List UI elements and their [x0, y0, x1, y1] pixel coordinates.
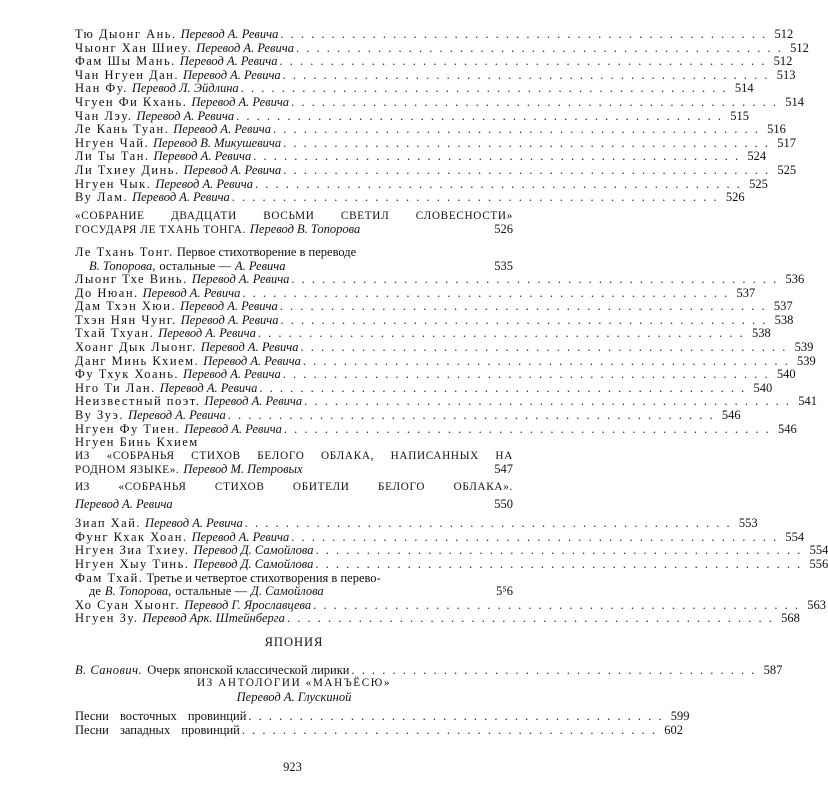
- dot-leader: . . . . . . . . . . . . . . . . . . . . . . . . . . . . . . . . . . . . . . . . . . . . . . . .: [279, 54, 767, 69]
- essay-author: В. Санович.: [75, 662, 143, 677]
- toc-entry: [75, 149, 767, 164]
- toc-group-songs: [75, 709, 690, 737]
- author-name: Ле Кань Туан.: [75, 122, 170, 137]
- page-number: 537: [736, 285, 756, 300]
- author-name: Хо Суан Хыонг.: [75, 597, 181, 612]
- dot-leader: . . . . . . . . . . . . . . . . . . . . . . . . . . . . . . . . . . . . . . . . . . . . . . . .: [253, 149, 741, 164]
- toc-entry: [75, 135, 796, 151]
- translator-name: Д. Самойлова: [250, 584, 324, 599]
- dot-leader: . . . . . . . . . . . . . . . . . . . . . . . . . . . . . . . . . . . . . . . . . . . . . . . .: [280, 312, 768, 327]
- translator-name: Перевод Г. Ярославцева: [184, 597, 312, 612]
- toc-entry-essay: [75, 662, 783, 678]
- translator-name: В. Топорова,: [104, 584, 172, 599]
- toc-entry-song: [75, 722, 683, 738]
- section-subheading-line: [75, 223, 513, 238]
- entry-note: остальные —: [175, 584, 247, 599]
- dot-leader: . . . . . . . . . . . . . . . . . . . . . . . . . . . . . . . . . . . . . . . . . . . . . . . .: [315, 556, 803, 571]
- toc-group-vietnamese-poets-4: [75, 597, 827, 626]
- translator-name: А. Ревича: [234, 258, 286, 273]
- toc-entry: [75, 94, 804, 110]
- author-name: Чыонг Хан Шиеу.: [75, 40, 193, 55]
- section-subheading-line: [75, 498, 513, 512]
- entry-note: де: [89, 584, 101, 599]
- toc-entry: [75, 122, 786, 137]
- page-number: 516: [767, 122, 786, 137]
- toc-entry-song: [75, 709, 690, 724]
- translator-name: Перевод Д. Самойлова: [193, 556, 314, 571]
- dot-leader: . . . . . . . . . . . . . . . . . . . . . . . . . . . . . . . . . . . . . . . . . . . . . . . .: [286, 611, 774, 626]
- toc-entry: [75, 190, 745, 205]
- translator-name: Перевод А. Ревича: [142, 285, 241, 300]
- toc-section-white-cloud-abode: [75, 481, 513, 511]
- dot-leader: . . . . . . . . . . . . . . . . . . . . . . . . . . . . . . . . . . . . . . . . . . . . . . . .: [242, 285, 730, 300]
- translator-name: Перевод А. Ревича: [173, 122, 271, 137]
- page-number: 540: [753, 380, 773, 395]
- dot-leader: . . . . . . . . . . . . . . . . . . . . . . . . . . . . . . . . . . . . . . . . . . . . . . . .: [272, 122, 760, 137]
- translator-name: Перевод А. Ревича: [182, 67, 281, 82]
- toc-group-vietnamese-poets-3: [75, 516, 828, 571]
- toc-entry: [75, 421, 797, 437]
- toc-section-twenty-eight-luminaries: [75, 210, 513, 238]
- section-translator: Перевод В. Топорова: [249, 222, 361, 237]
- toc-entry: [75, 285, 756, 301]
- translator-name: Перевод А. Ревича: [180, 27, 279, 41]
- page-number: 514: [734, 81, 754, 96]
- translator-name: Перевод А. Ревича: [128, 408, 226, 423]
- dot-leader: . . . . . . . . . . . . . . . . . . . . . . . . . . . . . . . . . . . . . . . . . . . . . . . .: [283, 135, 770, 150]
- page-number: 537: [773, 299, 793, 314]
- section-subheading-line: [75, 463, 513, 478]
- toc-entry: [75, 597, 827, 613]
- page-number: 587: [763, 662, 783, 677]
- author-name: Нгуен Хыу Тинь.: [75, 556, 190, 571]
- author-name: Хоанг Дык Лыонг.: [75, 340, 197, 355]
- section-subheading: ГОСУДАРЯ ЛЕ ТХАНЬ ТОНГА.: [75, 224, 246, 237]
- entry-first-line: [75, 572, 513, 586]
- translator-name: Перевод А. Ревича: [155, 176, 254, 191]
- section-translator: Перевод А. Ревича: [75, 496, 173, 511]
- translator-name: Перевод А. Ревича: [184, 421, 282, 436]
- translator-name: Перевод А. Ревича: [191, 272, 290, 287]
- section-subheading: РОДНОМ ЯЗЫКЕ».: [75, 464, 180, 477]
- dot-leader: . . . . . . . . . . . . . . . . . . . . . . . . . . . . . . . . . . . . . . . .: [351, 662, 757, 677]
- page-number: 547: [494, 462, 513, 477]
- page-number: 602: [664, 722, 683, 737]
- toc-entry-pham-thai: [75, 572, 513, 599]
- translator-name: Перевод А. Ревича: [183, 162, 282, 177]
- page-number: 525: [777, 162, 797, 177]
- toc-entry: [75, 54, 793, 69]
- translator-name: Перевод А. Ревича: [204, 394, 303, 409]
- toc-entry: [75, 408, 741, 423]
- dot-leader: . . . . . . . . . . . . . . . . . . . . . . . . . . . . . . . . . . . . . . . . . . . . . . . .: [255, 176, 742, 191]
- dot-leader: . . . . . . . . . . . . . . . . . . . . . . . . . . . . . . . . . . . . . . . . . . . . . . . .: [282, 67, 770, 82]
- author-name: Нгуен Чай.: [75, 135, 150, 150]
- page-number: 536: [785, 272, 805, 287]
- translator-name: Перевод В. Микушевича: [153, 135, 282, 150]
- translator-name: Перевод Д. Самойлова: [193, 543, 314, 558]
- toc-entry: [75, 40, 809, 56]
- translator-name: Перевод А. Ревича: [136, 108, 235, 123]
- translator-name: Перевод Л. Эйдлина: [131, 81, 239, 96]
- dot-leader: . . . . . . . . . . . . . . . . . . . . . . . . . . . . . . . . . . . . . . . . . . . . . . . .: [300, 340, 788, 355]
- country-heading: ЯПОНИЯ: [264, 635, 324, 649]
- toc-entry: [75, 556, 828, 572]
- dot-leader: . . . . . . . . . . . . . . . . . . . . . . . . . . . . . . . . . . . . . . . . . . . . . . . .: [283, 162, 771, 177]
- dot-leader: . . . . . . . . . . . . . . . . . . . . . . . . . . . . . . . . . . . . . . . . . . . . . . . .: [291, 272, 779, 287]
- translator-name: Перевод А. Ревича: [203, 353, 301, 368]
- dot-leader: . . . . . . . . . . . . . . . . . . . . . . . . . . . . . . . . . . . . . . . . . . . . . . . .: [291, 94, 778, 109]
- author-name: Данг Минь Кхием.: [75, 353, 200, 368]
- dot-leader: . . . . . . . . . . . . . . . . . . . . . . . . . . . . . . . . . . . . . . . . . . . . . . . .: [231, 190, 719, 205]
- section-translator: Перевод М. Петровых: [183, 462, 303, 477]
- page-number: 554: [809, 543, 828, 558]
- dot-leader: . . . . . . . . . . . . . . . . . . . . . . . . . . . . . . . . . . . . . . . . .: [248, 709, 664, 724]
- author-name: Нгуен Зиа Тхиеу.: [75, 543, 190, 558]
- author-name: Нан Фу.: [75, 81, 128, 96]
- page-number: 538: [774, 312, 794, 327]
- page-number: 550: [494, 496, 513, 511]
- page-number: 554: [785, 529, 805, 544]
- entry-second-line: [75, 585, 513, 599]
- dot-leader: . . . . . . . . . . . . . . . . . . . . . . . . . . . . . . . . . . . . . . . . . . . . . . . .: [295, 40, 783, 55]
- author-name: Чгуен Фи Кхань.: [75, 94, 188, 109]
- entry-first-line: [75, 246, 513, 260]
- dot-leader: . . . . . . . . . . . . . . . . . . . . . . . . . . . . . . . . . . . . . . . . . . . . . . . .: [279, 299, 767, 314]
- page-number: 513: [776, 67, 796, 82]
- dot-leader: . . . . . . . . . . . . . . . . . . . . . . . . . . . . . . . . . . . . . . . . . . . . . . . .: [291, 529, 779, 544]
- page-number: 535: [494, 258, 513, 273]
- translator-name: Перевод А. Ревича: [158, 326, 256, 341]
- toc-entry: [75, 299, 793, 314]
- page-number: 546: [721, 408, 741, 423]
- page-number: 556: [809, 556, 828, 571]
- entry-note: Первое стихотворение в переводе: [176, 244, 357, 259]
- toc-section-white-cloud-native: [75, 450, 513, 478]
- toc-entry: [75, 611, 800, 626]
- page-number: 512: [790, 40, 809, 55]
- song-title: Песни восточных провинций: [75, 709, 247, 724]
- toc-entry: [75, 529, 805, 545]
- dot-leader: . . . . . . . . . . . . . . . . . . . . . . . . . . . . . . . . . . . . . . . . . . . . . . . .: [257, 326, 745, 341]
- page-number: 599: [670, 709, 690, 724]
- toc-entry: [75, 67, 796, 83]
- author-name: Дам Тхэн Хюи.: [75, 299, 177, 314]
- toc-entry: [75, 272, 805, 287]
- author-name: Лыонг Тхе Винь.: [75, 272, 188, 287]
- toc-entry: [75, 312, 794, 328]
- page-number: 553: [738, 516, 758, 531]
- dot-leader: . . . . . . . . . . . . . . . . . . . . . . . . . . . . . . . . . . . . . . . . .: [241, 722, 657, 737]
- author-name: Нго Ти Лан.: [75, 380, 156, 395]
- dot-leader: . . . . . . . . . . . . . . . . . . . . . . . . . . . . . . . . . . . . . . . . . . . . . . . .: [302, 353, 790, 368]
- translator-name: Перевод А. Ревича: [153, 149, 252, 164]
- toc-group-vietnamese-poets-1: [75, 27, 809, 205]
- author-name: Тхай Тхуан.: [75, 326, 155, 341]
- toc-entry: [75, 353, 816, 369]
- translator-name: Перевод А. Ревича: [180, 299, 278, 314]
- toc-japan-block: [75, 635, 783, 738]
- author-name: Фунг Кхак Хоан.: [75, 529, 188, 544]
- page-number: 515: [730, 108, 750, 123]
- page-number: 541: [798, 394, 817, 409]
- author-name: Ву Лам.: [75, 190, 129, 205]
- author-name: Неизвестный поэт.: [75, 394, 201, 409]
- dot-leader: . . . . . . . . . . . . . . . . . . . . . . . . . . . . . . . . . . . . . . . . . . . . . . . .: [240, 81, 728, 96]
- toc-entry: [75, 394, 817, 409]
- author-name: До Нюан.: [75, 285, 139, 300]
- author-name-nguyen-binh-khiem: Нгуен Бинь Кхием: [75, 435, 199, 450]
- toc-entry: [75, 380, 773, 396]
- entry-note: Третье и четвертое стихотворения в перево-: [146, 570, 381, 585]
- page-number: 538: [752, 326, 771, 341]
- toc-column: [75, 27, 828, 626]
- page-number: 539: [797, 353, 816, 368]
- translator-name: Перевод А. Ревича: [196, 40, 294, 55]
- dot-leader: . . . . . . . . . . . . . . . . . . . . . . . . . . . . . . . . . . . . . . . . . . . . . . . .: [283, 421, 771, 436]
- translator-name: Перевод А. Ревича: [132, 190, 230, 205]
- entry-note: остальные —: [159, 258, 231, 273]
- author-name: Ле Тхань Тонг.: [75, 244, 174, 259]
- page-number: 526: [725, 190, 745, 205]
- section-heading: ИЗ «СОБРАНЬЯ СТИХОВ БЕЛОГО ОБЛАКА, НАПИСАННЫХ НА: [75, 449, 513, 462]
- translator-name: Перевод А. Ревича: [180, 312, 279, 327]
- page-number: 546: [778, 421, 797, 436]
- song-title: Песни западных провинций: [75, 722, 240, 737]
- translator-name: Перевод А. Ревича: [159, 380, 258, 395]
- toc-entry: [75, 516, 758, 531]
- dot-leader: . . . . . . . . . . . . . . . . . . . . . . . . . . . . . . . . . . . . . . . . . . . . . . . .: [282, 367, 770, 382]
- dot-leader: . . . . . . . . . . . . . . . . . . . . . . . . . . . . . . . . . . . . . . . . . . . . . . . .: [244, 516, 732, 531]
- author-name: Чан Нгуен Дан.: [75, 67, 179, 82]
- page-number: 525: [749, 176, 768, 191]
- toc-entry: [75, 176, 768, 192]
- page-number: 517: [777, 135, 796, 150]
- page-number: 512: [773, 54, 793, 69]
- dot-leader: . . . . . . . . . . . . . . . . . . . . . . . . . . . . . . . . . . . . . . . . . . . . . . . .: [236, 108, 724, 123]
- anthology-heading: ИЗ АНТОЛОГИИ «МАНЪЁСЮ»: [196, 677, 392, 690]
- dot-leader: . . . . . . . . . . . . . . . . . . . . . . . . . . . . . . . . . . . . . . . . . . . . . . . .: [315, 543, 803, 558]
- author-name: Тхэн Нян Чунг.: [75, 312, 177, 327]
- author-name: Нгуен Чык.: [75, 176, 152, 191]
- translator-name: Перевод А. Ревича: [183, 367, 281, 382]
- toc-entry: [75, 108, 750, 124]
- dot-leader: . . . . . . . . . . . . . . . . . . . . . . . . . . . . . . . . . . . . . . . . . . . . . . . .: [313, 597, 801, 612]
- translator-name: Перевод А. Ревича: [200, 340, 299, 355]
- author-name: Ли Ты Тан.: [75, 149, 150, 164]
- author-name: Ву Зуэ.: [75, 408, 125, 423]
- dot-leader: . . . . . . . . . . . . . . . . . . . . . . . . . . . . . . . . . . . . . . . . . . . . . . . .: [304, 394, 791, 409]
- page-number: 539: [794, 340, 814, 355]
- section-heading: ИЗ «СОБРАНЬЯ СТИХОВ ОБИТЕЛИ БЕЛОГО ОБЛАКА».: [75, 481, 513, 493]
- author-name: Ли Тхиеу Динь.: [75, 162, 180, 177]
- translator-name: Перевод А. Ревича: [145, 516, 243, 531]
- page-number: 512: [774, 27, 794, 41]
- toc-entry: [75, 367, 796, 382]
- author-name: Зиап Хай.: [75, 516, 142, 531]
- toc-entry: [75, 340, 814, 355]
- author-name: Фам Тхай.: [75, 570, 144, 585]
- section-heading: «СОБРАНИЕ ДВАДЦАТИ ВОСЬМИ СВЕТИЛ СЛОВЕСНОСТИ»: [75, 209, 513, 222]
- toc-entry: [75, 326, 771, 341]
- toc-entry: [75, 162, 797, 178]
- author-name: Нгуен Зу.: [75, 611, 139, 626]
- page-number: 514: [785, 94, 804, 109]
- translator-name: Перевод А. Ревича: [191, 94, 290, 109]
- toc-group-vietnamese-poets-2: [75, 272, 817, 436]
- essay-title: Очерк японской классической лирики: [147, 662, 350, 677]
- page-number: 5⁵6: [496, 584, 513, 599]
- author-name: Тю Дыонг Ань.: [75, 27, 177, 41]
- page-number: 563: [807, 597, 827, 612]
- page-folio: 923: [283, 760, 302, 774]
- author-name: Чан Лэу.: [75, 108, 133, 123]
- translator-name: Перевод А. Ревича: [179, 54, 278, 69]
- toc-entry: [75, 543, 828, 558]
- toc-entry: [75, 27, 794, 42]
- entry-second-line: [75, 260, 513, 274]
- author-name: Фам Шы Мань.: [75, 54, 176, 69]
- anthology-translator: Перевод А. Глускиной: [236, 689, 352, 704]
- page-number: 568: [781, 611, 800, 626]
- author-name: Фу Тхук Хоань.: [75, 367, 180, 382]
- translator-name: Перевод А. Ревича: [191, 529, 290, 544]
- translator-name: Перевод Арк. Штейнберга: [142, 611, 285, 626]
- toc-entry-le-thanh-tong: [75, 246, 513, 273]
- page-number: 524: [747, 149, 767, 164]
- dot-leader: . . . . . . . . . . . . . . . . . . . . . . . . . . . . . . . . . . . . . . . . . . . . . . . .: [259, 380, 747, 395]
- author-name: Нгуен Фу Тиен.: [75, 421, 181, 436]
- dot-leader: . . . . . . . . . . . . . . . . . . . . . . . . . . . . . . . . . . . . . . . . . . . . . . . .: [227, 408, 715, 423]
- dot-leader: . . . . . . . . . . . . . . . . . . . . . . . . . . . . . . . . . . . . . . . . . . . . . . . .: [280, 27, 768, 41]
- page-number: 540: [776, 367, 796, 382]
- toc-entry: [75, 81, 754, 96]
- page-number: 526: [494, 222, 513, 237]
- translator-name: В. Топорова,: [89, 258, 156, 273]
